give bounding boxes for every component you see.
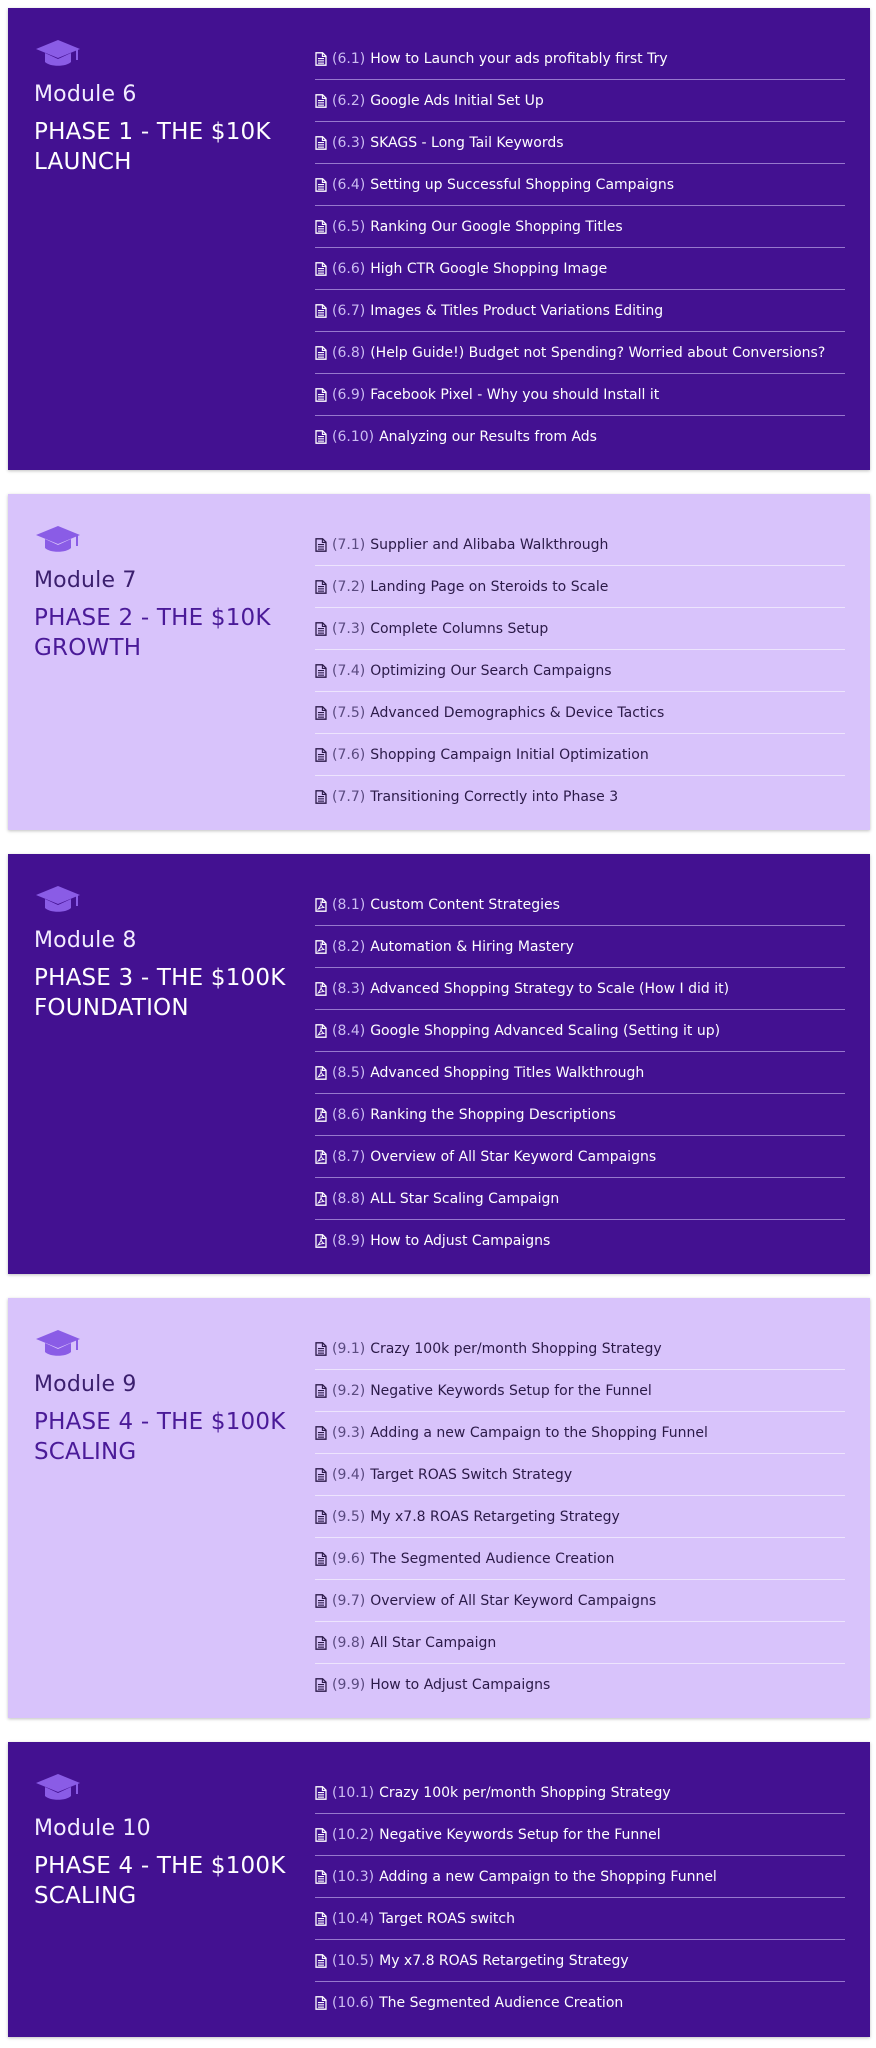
- file-icon: [315, 262, 327, 276]
- module-card: [8, 494, 870, 830]
- lesson-title: Adding a new Campaign to the Shopping Funnel: [379, 1868, 717, 1885]
- file-icon: [315, 622, 327, 636]
- module-title: PHASE 4 - THE $100K SCALING: [34, 1853, 286, 1909]
- file-icon: [315, 1342, 327, 1356]
- pdf-icon: [315, 1150, 327, 1164]
- file-icon: [315, 52, 327, 66]
- lesson-number: (6.8): [332, 344, 366, 361]
- pdf-icon: [315, 1066, 327, 1080]
- lesson-title: Advanced Shopping Strategy to Scale (How I did it): [370, 980, 730, 997]
- lesson-link[interactable]: [315, 1412, 845, 1454]
- lesson-title: Negative Keywords Setup for the Funnel: [370, 1382, 652, 1399]
- lesson-number: (8.9): [332, 1233, 366, 1249]
- lesson-title: Advanced Shopping Titles Walkthrough: [370, 1064, 645, 1081]
- lesson-link[interactable]: [315, 374, 845, 416]
- lesson-number: (6.10): [332, 429, 375, 445]
- lesson-number: (9.6): [332, 1550, 366, 1567]
- pdf-icon: [315, 898, 327, 912]
- lesson-list: [315, 1772, 845, 2024]
- module-number: Module 6: [34, 82, 137, 107]
- lesson-title: Adding a new Campaign to the Shopping Funnel: [370, 1424, 708, 1441]
- module-header: [34, 884, 294, 1023]
- lesson-number: (9.9): [332, 1677, 366, 1693]
- lesson-link[interactable]: [315, 776, 845, 818]
- lesson-link[interactable]: [315, 1370, 845, 1412]
- pdf-icon: [315, 1108, 327, 1122]
- lesson-title: High CTR Google Shopping Image: [370, 260, 608, 277]
- lesson-title: Target ROAS Switch Strategy: [370, 1466, 573, 1483]
- lesson-link[interactable]: [315, 692, 845, 734]
- lesson-number: (9.2): [332, 1382, 366, 1399]
- lesson-number: (10.2): [332, 1826, 375, 1843]
- lesson-link[interactable]: [315, 38, 845, 80]
- lesson-link[interactable]: [315, 1538, 845, 1580]
- lesson-link[interactable]: [315, 332, 845, 374]
- lesson-link[interactable]: [315, 1136, 845, 1178]
- module-number: Module 10: [34, 1816, 151, 1841]
- lesson-title: My x7.8 ROAS Retargeting Strategy: [370, 1508, 620, 1525]
- lesson-link[interactable]: [315, 1094, 845, 1136]
- file-icon: [315, 304, 327, 318]
- lesson-link[interactable]: [315, 248, 845, 290]
- file-icon: [315, 1510, 327, 1524]
- lesson-title: Google Shopping Advanced Scaling (Setting it up): [370, 1022, 721, 1039]
- lesson-number: (6.3): [332, 134, 366, 151]
- lesson-number: (10.6): [332, 1995, 375, 2011]
- module-title: PHASE 2 - THE $10K GROWTH: [34, 605, 271, 661]
- lesson-title: The Segmented Audience Creation: [379, 1995, 624, 2011]
- lesson-title: How to Adjust Campaigns: [370, 1677, 551, 1693]
- lesson-title: Ranking the Shopping Descriptions: [370, 1106, 616, 1123]
- lesson-number: (9.5): [332, 1508, 366, 1525]
- module-number: Module 9: [34, 1372, 137, 1397]
- lesson-number: (8.7): [332, 1148, 366, 1165]
- graduation-cap-icon: [34, 1328, 82, 1360]
- lesson-link[interactable]: [315, 1496, 845, 1538]
- lesson-list: [315, 524, 845, 818]
- file-icon: [315, 748, 327, 762]
- file-icon: [315, 1384, 327, 1398]
- lesson-link[interactable]: [315, 524, 845, 566]
- file-icon: [315, 220, 327, 234]
- lesson-number: (8.6): [332, 1106, 366, 1123]
- lesson-link[interactable]: [315, 206, 845, 248]
- file-icon: [315, 1912, 327, 1926]
- file-icon: [315, 538, 327, 552]
- module-card: [8, 1298, 870, 1718]
- lesson-link[interactable]: [315, 1178, 845, 1220]
- lesson-title: Google Ads Initial Set Up: [370, 92, 544, 109]
- lesson-title: SKAGS - Long Tail Keywords: [370, 134, 564, 151]
- lesson-number: (8.1): [332, 896, 366, 913]
- lesson-list: [315, 38, 845, 458]
- pdf-icon: [315, 1024, 327, 1038]
- lesson-number: (6.7): [332, 302, 366, 319]
- lesson-title: ALL Star Scaling Campaign: [370, 1190, 560, 1207]
- lesson-title: Target ROAS switch: [379, 1910, 515, 1927]
- file-icon: [315, 430, 327, 444]
- lesson-number: (7.5): [332, 704, 366, 721]
- lesson-link[interactable]: [315, 80, 845, 122]
- lesson-title: Transitioning Correctly into Phase 3: [370, 789, 619, 805]
- lesson-number: (8.8): [332, 1190, 366, 1207]
- module-card: [8, 854, 870, 1274]
- file-icon: [315, 1996, 327, 2010]
- lesson-title: Landing Page on Steroids to Scale: [370, 578, 609, 595]
- module-header: [34, 524, 294, 663]
- lesson-title: How to Launch your ads profitably first Try: [370, 50, 668, 67]
- lesson-list: [315, 1328, 845, 1706]
- module-number: Module 7: [34, 568, 137, 593]
- lesson-number: (8.2): [332, 938, 366, 955]
- lesson-title: Crazy 100k per/month Shopping Strategy: [370, 1340, 662, 1357]
- lesson-link[interactable]: [315, 1772, 845, 1814]
- lesson-link[interactable]: [315, 416, 845, 458]
- lesson-title: Crazy 100k per/month Shopping Strategy: [379, 1784, 671, 1801]
- lesson-number: (8.5): [332, 1064, 366, 1081]
- lesson-link[interactable]: [315, 1664, 845, 1706]
- lesson-title: Images & Titles Product Variations Editing: [370, 302, 664, 319]
- graduation-cap-icon: [34, 1772, 82, 1804]
- lesson-title: Negative Keywords Setup for the Funnel: [379, 1826, 661, 1843]
- file-icon: [315, 580, 327, 594]
- lesson-number: (10.1): [332, 1784, 375, 1801]
- lesson-link[interactable]: [315, 164, 845, 206]
- file-icon: [315, 1468, 327, 1482]
- lesson-link[interactable]: [315, 1940, 845, 1982]
- lesson-number: (8.3): [332, 980, 366, 997]
- file-icon: [315, 1954, 327, 1968]
- lesson-title: Overview of All Star Keyword Campaigns: [370, 1148, 657, 1165]
- lesson-link[interactable]: [315, 650, 845, 692]
- file-icon: [315, 1636, 327, 1650]
- lesson-link[interactable]: [315, 926, 845, 968]
- lesson-title: Advanced Demographics & Device Tactics: [370, 704, 665, 721]
- file-icon: [315, 1426, 327, 1440]
- lesson-number: (7.6): [332, 746, 366, 763]
- lesson-link[interactable]: [315, 1328, 845, 1370]
- lesson-title: (Help Guide!) Budget not Spending? Worried about Conversions?: [370, 344, 826, 361]
- lesson-title: Optimizing Our Search Campaigns: [370, 662, 612, 679]
- lesson-link[interactable]: [315, 1856, 845, 1898]
- lesson-number: (10.4): [332, 1910, 375, 1927]
- lesson-title: Automation & Hiring Mastery: [370, 938, 574, 955]
- file-icon: [315, 346, 327, 360]
- file-icon: [315, 1552, 327, 1566]
- lesson-title: Supplier and Alibaba Walkthrough: [370, 536, 609, 553]
- lesson-number: (7.3): [332, 620, 366, 637]
- lesson-link[interactable]: [315, 1052, 845, 1094]
- file-icon: [315, 1678, 327, 1692]
- pdf-icon: [315, 940, 327, 954]
- lesson-link[interactable]: [315, 1010, 845, 1052]
- file-icon: [315, 1786, 327, 1800]
- file-icon: [315, 706, 327, 720]
- file-icon: [315, 1828, 327, 1842]
- module-title: PHASE 1 - THE $10K LAUNCH: [34, 119, 271, 175]
- lesson-link[interactable]: [315, 566, 845, 608]
- module-title: PHASE 3 - THE $100K FOUNDATION: [34, 965, 286, 1021]
- lesson-link[interactable]: [315, 1982, 845, 2024]
- lesson-number: (7.1): [332, 536, 366, 553]
- file-icon: [315, 1594, 327, 1608]
- graduation-cap-icon: [34, 884, 82, 916]
- lesson-title: Complete Columns Setup: [370, 620, 549, 637]
- lesson-title: Ranking Our Google Shopping Titles: [370, 218, 623, 235]
- pdf-icon: [315, 1192, 327, 1206]
- lesson-title: Setting up Successful Shopping Campaigns: [370, 176, 675, 193]
- lesson-number: (10.5): [332, 1952, 375, 1969]
- lesson-link[interactable]: [315, 1622, 845, 1664]
- lesson-title: Shopping Campaign Initial Optimization: [370, 746, 649, 763]
- lesson-link[interactable]: [315, 1814, 845, 1856]
- lesson-title: Analyzing our Results from Ads: [379, 429, 597, 445]
- file-icon: [315, 790, 327, 804]
- lesson-number: (10.3): [332, 1868, 375, 1885]
- lesson-number: (9.8): [332, 1634, 366, 1651]
- lesson-number: (9.1): [332, 1340, 366, 1357]
- lesson-link[interactable]: [315, 608, 845, 650]
- lesson-link[interactable]: [315, 884, 845, 926]
- module-title: PHASE 4 - THE $100K SCALING: [34, 1409, 286, 1465]
- lesson-number: (8.4): [332, 1022, 366, 1039]
- lesson-number: (6.5): [332, 218, 366, 235]
- lesson-number: (9.4): [332, 1466, 366, 1483]
- lesson-number: (7.2): [332, 578, 366, 595]
- lesson-link[interactable]: [315, 968, 845, 1010]
- file-icon: [315, 388, 327, 402]
- module-header: [34, 1328, 294, 1467]
- lesson-number: (6.1): [332, 50, 366, 67]
- lesson-link[interactable]: [315, 1454, 845, 1496]
- lesson-link[interactable]: [315, 290, 845, 332]
- file-icon: [315, 664, 327, 678]
- lesson-number: (6.9): [332, 386, 366, 403]
- lesson-number: (6.2): [332, 92, 366, 109]
- lesson-number: (7.7): [332, 789, 366, 805]
- module-card: [8, 1742, 870, 2037]
- module-card: [8, 8, 870, 470]
- lesson-number: (6.6): [332, 260, 366, 277]
- file-icon: [315, 1870, 327, 1884]
- pdf-icon: [315, 982, 327, 996]
- module-header: [34, 38, 294, 177]
- lesson-title: My x7.8 ROAS Retargeting Strategy: [379, 1952, 629, 1969]
- pdf-icon: [315, 1234, 327, 1248]
- file-icon: [315, 178, 327, 192]
- lesson-number: (9.3): [332, 1424, 366, 1441]
- lesson-number: (9.7): [332, 1592, 366, 1609]
- lesson-title: The Segmented Audience Creation: [370, 1550, 615, 1567]
- lesson-link[interactable]: [315, 734, 845, 776]
- lesson-title: How to Adjust Campaigns: [370, 1233, 551, 1249]
- lesson-title: Overview of All Star Keyword Campaigns: [370, 1592, 657, 1609]
- module-number: Module 8: [34, 928, 137, 953]
- lesson-title: Facebook Pixel - Why you should Install it: [370, 386, 660, 403]
- lesson-link[interactable]: [315, 1898, 845, 1940]
- lesson-link[interactable]: [315, 122, 845, 164]
- file-icon: [315, 136, 327, 150]
- lesson-number: (6.4): [332, 176, 366, 193]
- graduation-cap-icon: [34, 38, 82, 70]
- file-icon: [315, 94, 327, 108]
- module-header: [34, 1772, 294, 1911]
- lesson-title: Custom Content Strategies: [370, 896, 560, 913]
- lesson-list: [315, 884, 845, 1262]
- lesson-title: All Star Campaign: [370, 1634, 497, 1651]
- lesson-link[interactable]: [315, 1220, 845, 1262]
- graduation-cap-icon: [34, 524, 82, 556]
- lesson-number: (7.4): [332, 662, 366, 679]
- lesson-link[interactable]: [315, 1580, 845, 1622]
